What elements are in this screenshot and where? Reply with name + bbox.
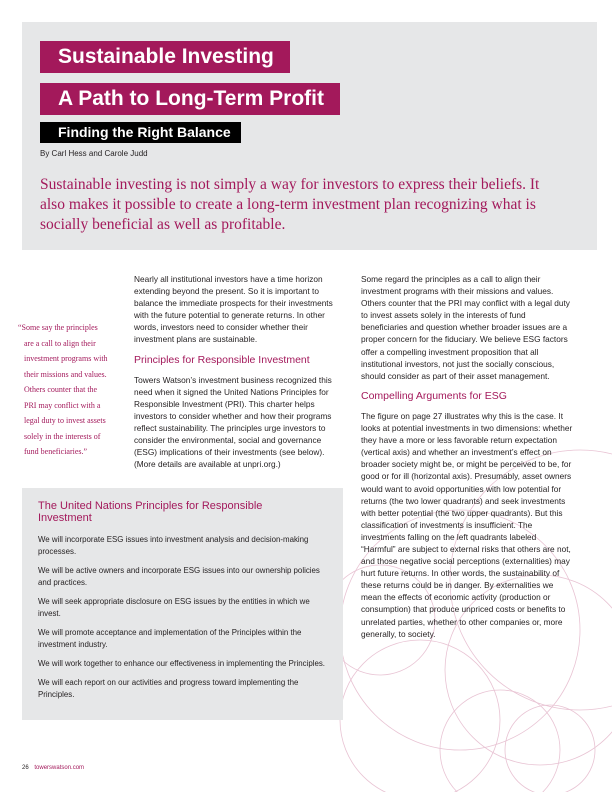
pull-quote-line: “Some say the principles	[18, 323, 98, 332]
intro-paragraph: Some regard the principles as a call to align their investment programs with their missions and values. Others counter that the PRI may conflict with a legal duty to invest assets solely in the interests of fund beneficiaries and question whether broader issues are a proper concern for the fiduciary. We believe ESG factors offer a compelling investment proposition that all institutional investors, not just the socially conscious, should consider as part of their asset management.	[361, 274, 570, 381]
pull-quote-line: Others counter that the	[24, 385, 98, 394]
pull-quote-line: solely in the interests of	[24, 431, 101, 441]
pull-quote-line: PRI may conflict with a	[24, 400, 101, 410]
column-middle	[134, 273, 346, 478]
lede-paragraph: Sustainable investing is not simply a way for investors to express their beliefs. It also makes it possible to create a long-term investment plan recognizing what is socially beneficial as well as profitable.	[40, 176, 540, 233]
principle-item: We will be active owners and incorporate ESG issues into our ownership policies and practices.	[38, 566, 320, 587]
body-paragraph: Towers Watson’s investment business recognized this need when it signed the United Nations Principles for Responsible Investment (PRI). This charter helps investors to consider whether and how their programs reflect sustainability. The principles urge investors to consider the environmental, social and governance (ESG) implications of their investments (see below). (More details are available at unpri.org.)	[134, 374, 332, 470]
principle-item: We will promote acceptance and implementation of the Principles within the investment industry.	[38, 628, 302, 649]
decor-circle	[440, 690, 560, 792]
pull-quote-line: fund beneficiaries.”	[24, 447, 88, 456]
pull-quote	[18, 320, 120, 460]
principles-list	[38, 534, 328, 708]
subtitle: Finding the Right Balance	[40, 122, 241, 143]
principle-item: We will work together to enhance our effectiveness in implementing the Principles.	[38, 659, 325, 668]
byline: By Carl Hess and Carole Judd	[40, 149, 148, 158]
pull-quote-line: legal duty to invest assets	[24, 416, 106, 425]
decor-circle	[505, 705, 595, 792]
un-box-title: The United Nations Principles for Responsible Investment	[38, 500, 263, 524]
un-principles-box	[22, 488, 343, 720]
section-heading-esg: Compelling Arguments for ESG	[361, 389, 507, 402]
principle-item: We will seek appropriate disclosure on ESG issues by the entities in which we invest.	[38, 597, 310, 618]
decor-circle	[340, 640, 500, 792]
section-heading-pri: Principles for Responsible Investment	[134, 353, 310, 366]
website-link[interactable]: towerswatson.com	[34, 765, 85, 771]
body-paragraph: The figure on page 27 illustrates why this is the case. It looks at potential investments in two dimensions: whether they have a more or less favorable return expectation (vertical axis) and whether an investment’s effect on broader society might be, or might be perceived to be, for good or for ill (horizontal axis). Presumably, asset owners would want to avoid opportunities with low potential for returns (the two lower quadrants) and seek investments with better potential (the two upper quadrants). But this classification of investments is insufficient. The investments falling on the left quadrants labeled “Harmful” are subject to external risks that others are not, and those negative social perceptions (externalities) may hurt future returns. In other words, the sustainability of these returns could be in danger. By externalities we mean the effects of economic activity (production or consumption) that produce unpriced costs or benefits to unrelated parties, whether to other companies or, more generally, to society.	[361, 410, 573, 639]
principle-item: We will incorporate ESG issues into investment analysis and decision-making processes.	[38, 535, 309, 556]
title-line-1: Sustainable Investing	[40, 41, 290, 73]
column-right	[361, 273, 573, 648]
pull-quote-line: their missions and values.	[24, 369, 107, 379]
page-number: 26	[22, 765, 29, 771]
title-line-2: A Path to Long-Term Profit	[40, 83, 340, 115]
pull-quote-line: are a call to align their	[24, 338, 96, 348]
pull-quote-line: investment programs with	[24, 354, 108, 363]
page-footer	[22, 765, 84, 771]
principle-item: We will each report on our activities and progress toward implementing the Principles.	[38, 678, 299, 699]
intro-paragraph: Nearly all institutional investors have a time horizon extending beyond the present. So it is important to balance the immediate prospects for their investments with the future potential to generate returns. In other words, investors need to consider whether their investment plans are sustainable.	[134, 274, 333, 345]
